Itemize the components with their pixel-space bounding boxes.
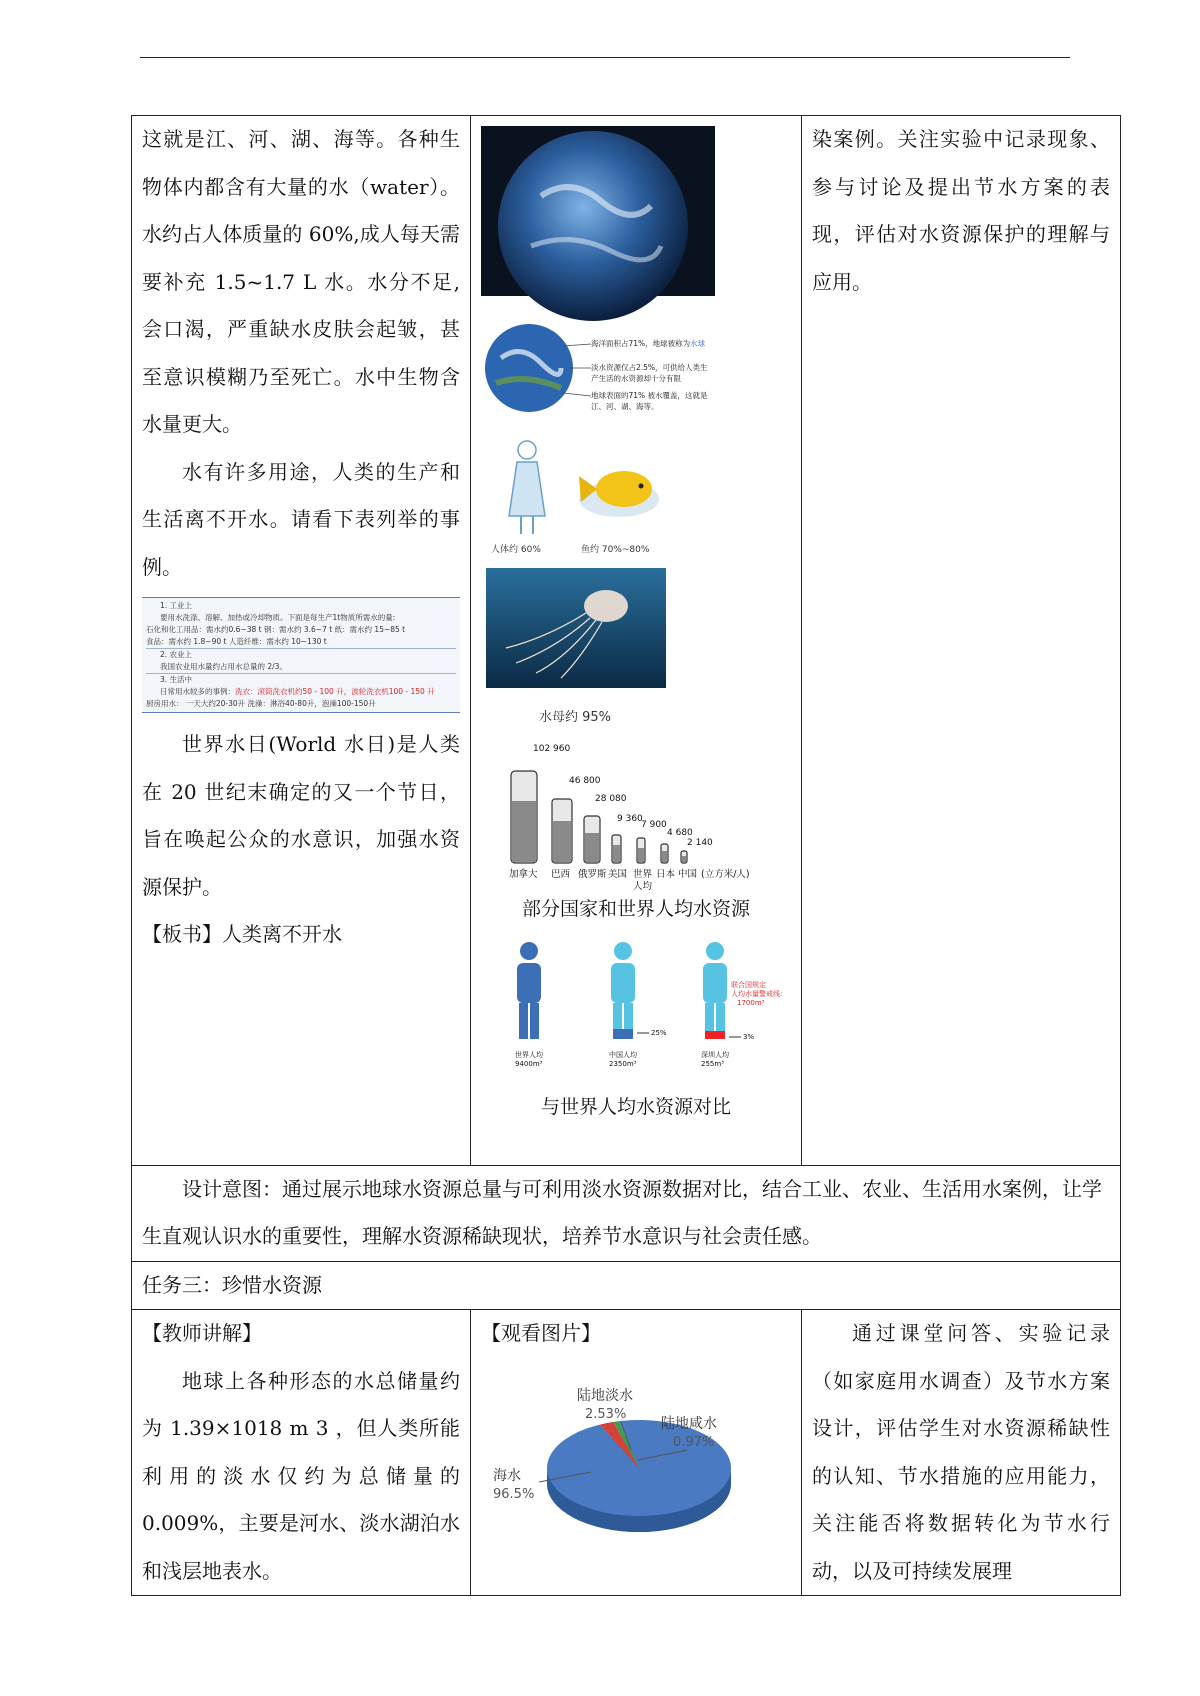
design-intent-text: 设计意图：通过展示地球水资源总量与可利用淡水资源数据对比，结合工业、农业、生活用水案例，让学生直观认识水的重要性，理解水资源稀缺现状，培养节水意识与社会责任感。 (142, 1177, 1102, 1248)
country-usa: 美国 (608, 869, 628, 880)
cell-view-picture (471, 1310, 802, 1596)
earth-note-1: 海洋面积占71%，地球被称为水球 (591, 339, 706, 348)
bottle-value-usa: 9 360 (617, 814, 643, 824)
usage-agri-desc: 我国农业用水量约占用水总量的 2/3。 (160, 662, 287, 671)
bottle-value-japan: 4 680 (667, 828, 693, 838)
usage-life-laundry: 洗衣：滚筒洗衣机约50 - 100 升，波轮洗衣机100 - 150 升 (235, 687, 435, 696)
human-fish-figure (481, 438, 791, 562)
usage-industry-desc: 要用水洗涤、溶解、加热或冷却物质。下面是每生产1t物质所需水的量: (160, 613, 396, 622)
un-note-3: 1700m³ (737, 999, 765, 1007)
view-picture-title: 【观看图片】 (481, 1321, 601, 1345)
paragraph-evaluation: 染案例。关注实验中记录现象、参与讨论及提出节水方案的表现，评估对水资源保护的理解与应用。 (812, 127, 1110, 294)
cell-right (802, 116, 1121, 1166)
cell-middle (471, 116, 802, 1166)
lesson-table (131, 115, 1121, 1596)
earth-diagram (481, 318, 791, 428)
country-brazil: 巴西 (551, 869, 571, 880)
value-world: 9400m³ (515, 1060, 543, 1068)
bottle-value-brazil: 46 800 (569, 776, 601, 786)
row-task-three (132, 1262, 1121, 1310)
water-per-capita-bottles (481, 741, 771, 891)
paragraph-world-water-day: 世界水日(World 水日)是人类在 20 世纪末确定的又一个节日，旨在唤起公众的水意识，加强水资源保护。 (142, 732, 460, 899)
value-china: 2350m³ (609, 1060, 637, 1068)
usage-industry-items-2: 食品：需水约 1.8~90 t 人造纤维：需水约 10~130 t (146, 637, 327, 646)
un-note-2: 人均水量警戒线: (731, 990, 783, 998)
evaluation-text-2: 通过课堂问答、实验记录（如家庭用水调查）及节水方案设计，评估学生对水资源稀缺性的认知、节水措施的应用能力，关注能否将数据转化为节水行动，以及可持续发展理 (812, 1321, 1110, 1583)
usage-life-heading: 3. 生活中 (146, 673, 456, 686)
country-russia: 俄罗斯 (578, 869, 607, 880)
label-world: 世界人均 (515, 1051, 543, 1059)
row-design-intent (132, 1166, 1121, 1262)
row-content-1 (132, 116, 1121, 1166)
row-content-2 (132, 1310, 1121, 1596)
fish-water-label: 鱼约 70%~80% (581, 545, 650, 555)
un-note-1: 联合国规定 (731, 981, 766, 989)
header-rule (140, 57, 1070, 58)
human-water-label: 人体约 60% (491, 545, 541, 555)
cell-task-three (132, 1262, 1121, 1310)
country-japan: 日本 (656, 869, 676, 880)
pie-value-land-fresh: 2.53% (585, 1406, 627, 1422)
human-silhouette-icon (495, 438, 565, 538)
paragraph-water-in-body: 这就是江、河、湖、海等。各种生物体内都含有大量的水（water）。水约占人体质量的 60%,成人每天需要补充 1.5~1.7 L 水。水分不足,会口渴，严重缺水皮肤会起皱，甚至意识模糊乃至死亡。水中生物含水量更大。 (142, 127, 460, 436)
jellyfish-water-label: 水母约 95% (539, 710, 612, 725)
pie-value-seawater: 96.5% (493, 1486, 535, 1502)
teacher-explain-text: 地球上各种形态的水总储量约为 1.39×1018 m 3 ，但人类所能利用的淡水仅约为总储量的 0.009%，主要是河水、淡水湖泊水和浅层地表水。 (142, 1368, 460, 1583)
earth-note-2: 淡水资源仅占2.5%，可供给人类生 产生活的水资源却十分有限 (591, 363, 708, 383)
person-china-icon (611, 942, 649, 1039)
cell-design-intent (132, 1166, 1121, 1262)
country-world: 世界 (633, 869, 653, 880)
people-comparison-figure (481, 937, 783, 1077)
earth-globe-icon (481, 318, 581, 418)
task-three-title: 任务三：珍惜水资源 (142, 1273, 322, 1297)
label-shenzhen: 深圳人均 (701, 1051, 729, 1059)
usage-life-line1 (146, 686, 456, 698)
jellyfish-image (486, 568, 666, 688)
country-china: 中国 (678, 869, 698, 880)
water-usage-table (142, 597, 460, 713)
usage-industry-items-1: 石化和化工用品：需水约0.6~38 t 钢：需水约 3.6~7 t 纸：需水约 15~85 t (146, 625, 406, 634)
usage-life-label: 日常用水较多的事例： (160, 687, 235, 696)
usage-industry-heading: 1. 工业上 (160, 601, 193, 610)
paragraph-water-uses: 水有许多用途，人类的生产和生活离不开水。请看下表列举的事例。 (142, 459, 460, 579)
water-distribution-pie (481, 1360, 771, 1560)
teacher-explain-title: 【教师讲解】 (142, 1321, 262, 1345)
usage-agri-heading: 2. 农业上 (146, 648, 456, 661)
earth-image (481, 126, 715, 296)
paragraph-board-note: 【板书】人类离不开水 (142, 922, 342, 946)
caption-comparison: 与世界人均水资源对比 (540, 1096, 731, 1118)
bottle-unit: (立方米/人) (701, 869, 750, 880)
pie-label-seawater: 海水 (493, 1467, 521, 1484)
bottle-value-china: 2 140 (687, 838, 713, 848)
pie-value-land-salt: 0.97% (673, 1434, 715, 1450)
cell-teacher-explain (132, 1310, 471, 1596)
cell-left (132, 116, 471, 1166)
pie-label-land-fresh: 陆地淡水 (577, 1387, 633, 1404)
country-world-sub: 人均 (633, 881, 653, 892)
bottle-value-canada: 102 960 (533, 744, 571, 754)
cell-evaluation-2 (802, 1310, 1121, 1596)
country-canada: 加拿大 (509, 869, 538, 880)
person-world-icon (517, 942, 541, 1039)
usage-life-line2: 厨房用水： 一天大约20-30升 洗澡：淋浴40-80升，泡澡100-150升 (146, 699, 376, 708)
pct-china: 25% (651, 1029, 667, 1037)
caption-per-capita: 部分国家和世界人均水资源 (521, 898, 750, 920)
bottle-value-russia: 28 080 (595, 794, 627, 804)
value-shenzhen: 255m³ (701, 1060, 724, 1068)
fish-icon (569, 454, 669, 534)
bottle-value-world: 7 900 (641, 820, 667, 830)
pie-label-land-salt: 陆地咸水 (661, 1415, 717, 1432)
pct-shenzhen: 3% (743, 1033, 755, 1041)
earth-note-3: 地球表面的71% 被水覆盖，这就是 江、河、湖、海等。 (591, 391, 708, 411)
label-china: 中国人均 (609, 1051, 637, 1059)
